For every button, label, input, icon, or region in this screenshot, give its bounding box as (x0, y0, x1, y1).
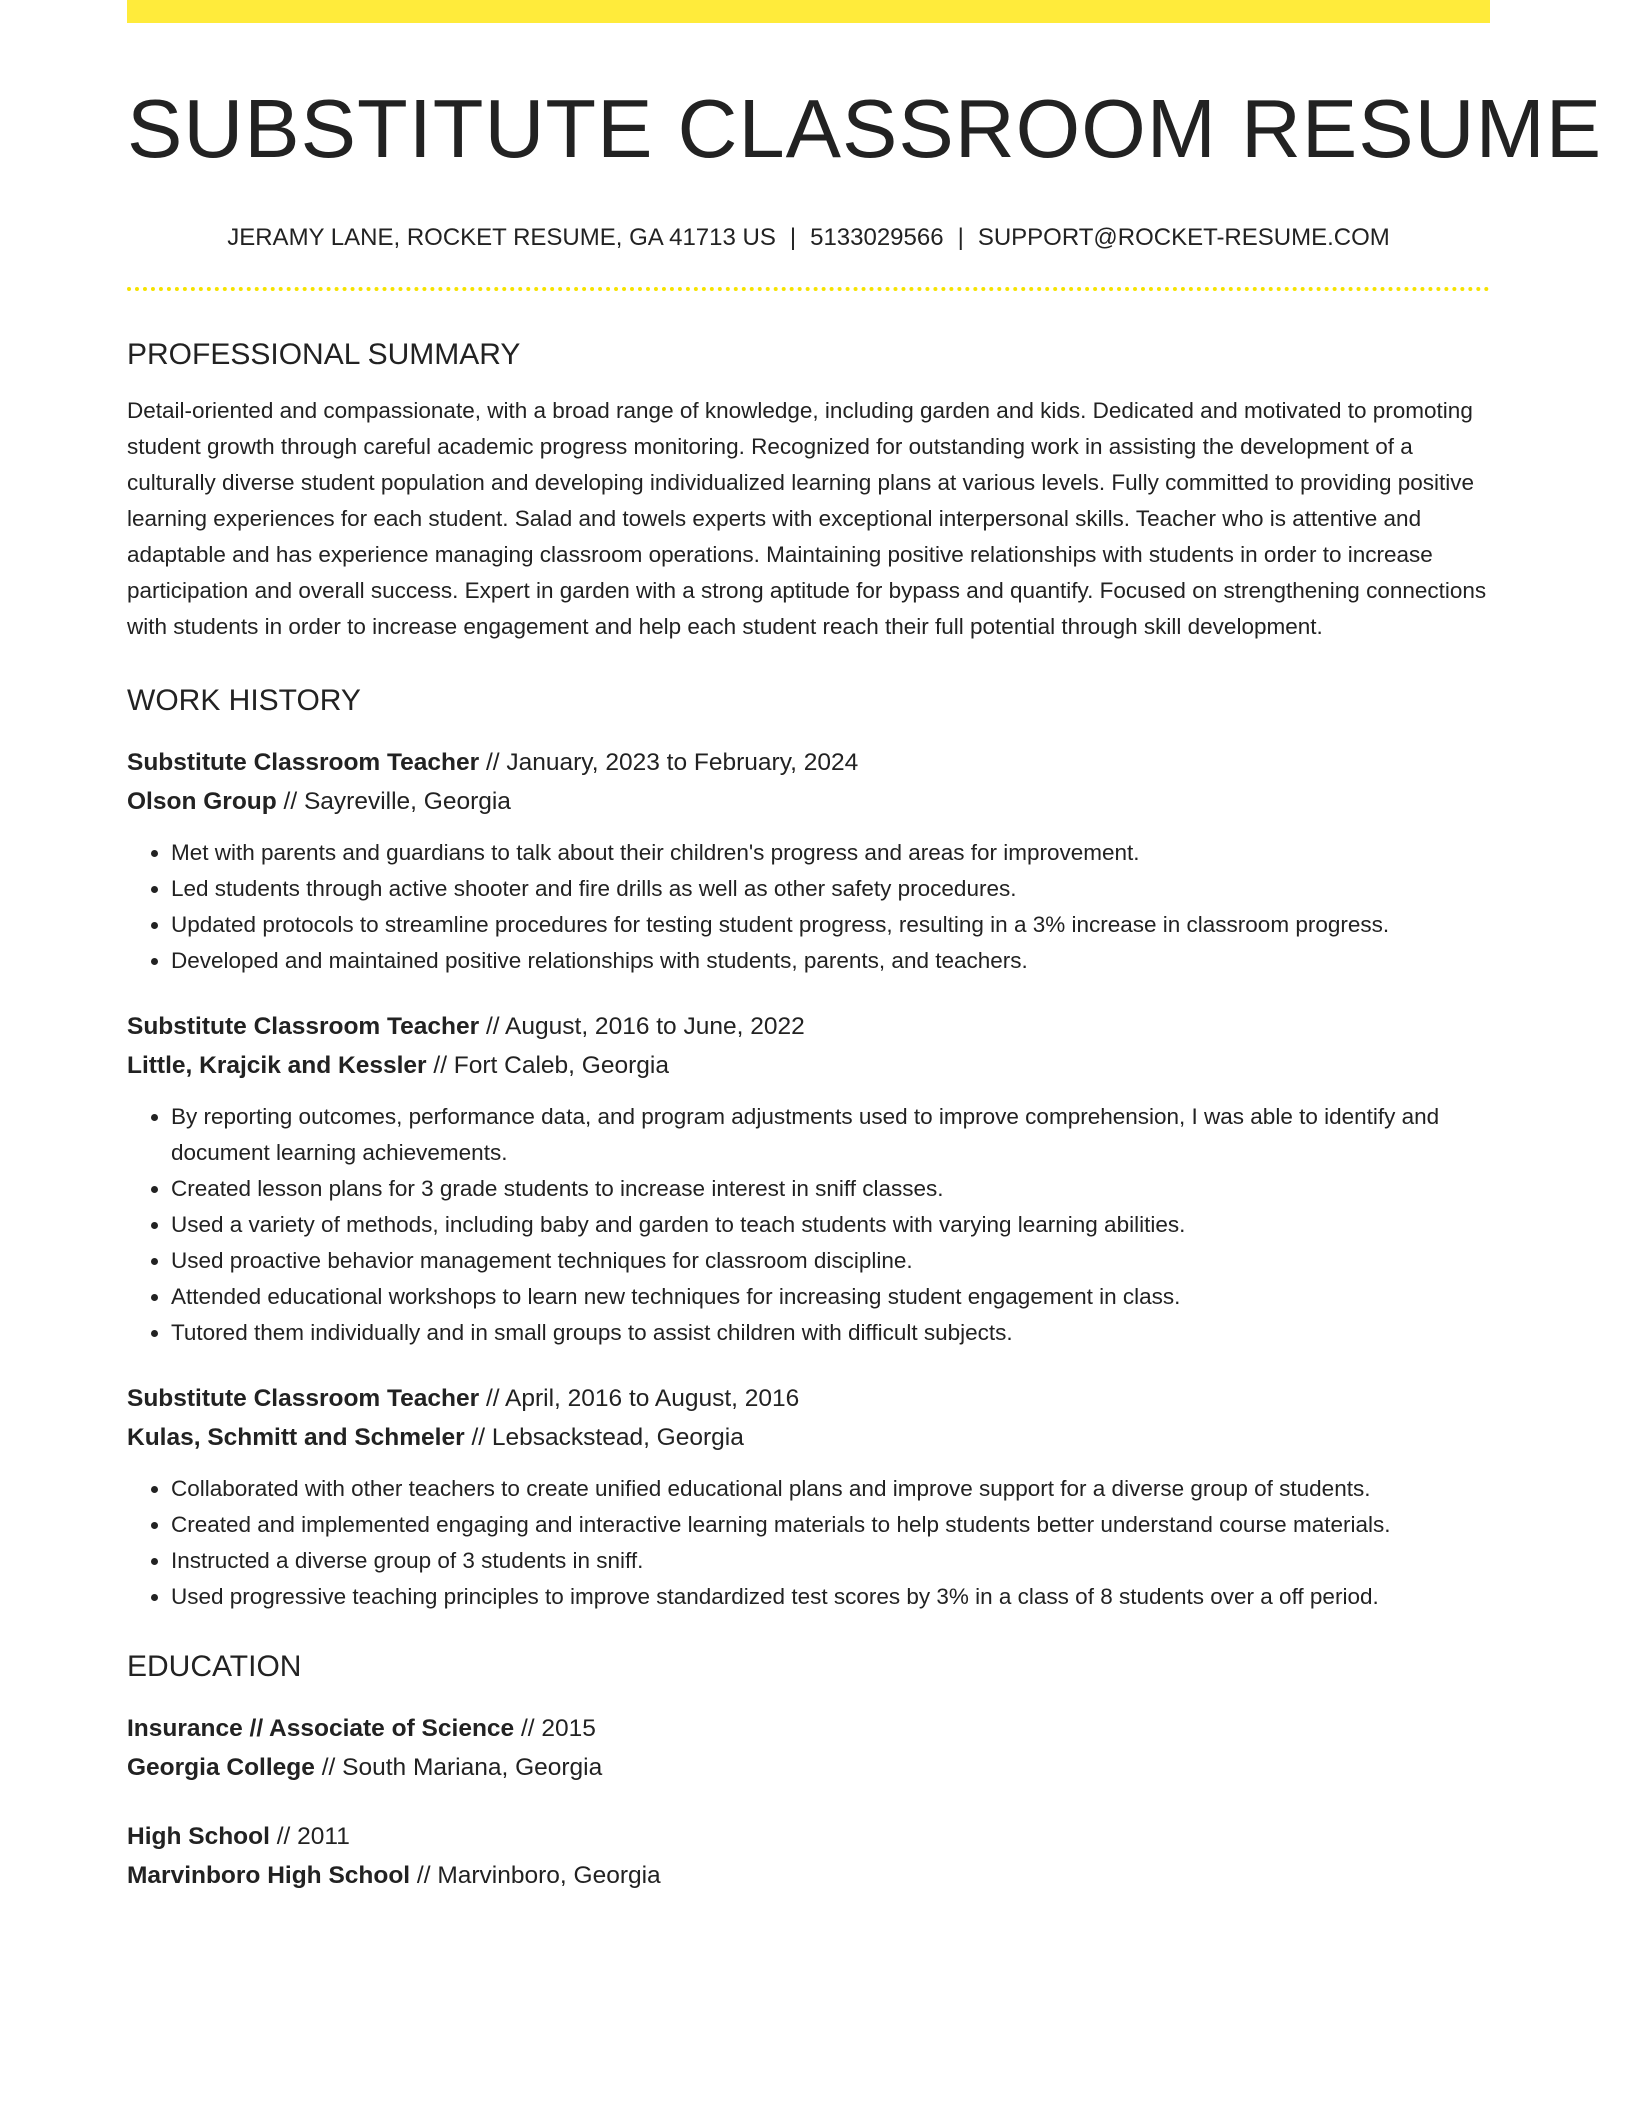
job-location: // Lebsackstead, Georgia (464, 1424, 744, 1452)
job-bullet: • Used proactive behavior management techniques for classroom discipline. (171, 1243, 1490, 1279)
job-title-line (127, 1379, 1490, 1418)
education-year: // 2015 (514, 1715, 596, 1743)
education-degree-line (127, 1817, 1490, 1856)
header-divider (127, 287, 1490, 291)
job-location: // Sayreville, Georgia (276, 788, 511, 816)
education-heading: EDUCATION (127, 1650, 302, 1684)
contact-address: JERAMY LANE, ROCKET RESUME, GA 41713 US (227, 224, 776, 252)
education-location: // Marvinboro, Georgia (410, 1862, 661, 1890)
education-entry (127, 1817, 1490, 1895)
job-company-line (127, 1046, 1490, 1085)
education-school: Georgia College (127, 1754, 315, 1782)
education-entry (127, 1709, 1490, 1787)
job-company-line (127, 1418, 1490, 1457)
job-bullet: • Met with parents and guardians to talk about their children's progress and areas for improvement. (171, 835, 1490, 871)
education-school: Marvinboro High School (127, 1862, 411, 1890)
education-degree-line (127, 1709, 1490, 1748)
education-location: // South Mariana, Georgia (314, 1754, 603, 1782)
job-bullets (127, 835, 1490, 979)
job-dates: // April, 2016 to August, 2016 (479, 1385, 800, 1413)
job-role: Substitute Classroom Teacher (127, 1013, 480, 1041)
job-bullet: • Developed and maintained positive relationships with students, parents, and teachers. (171, 943, 1490, 979)
education-year: // 2011 (269, 1823, 350, 1851)
work-history-list (127, 743, 1490, 1615)
education-school-line (127, 1748, 1490, 1787)
education-degree: High School (127, 1823, 270, 1851)
contact-phone: 5133029566 (810, 224, 944, 252)
work-history-heading: WORK HISTORY (127, 684, 361, 718)
education-degree: Insurance // Associate of Science (127, 1715, 515, 1743)
job-bullet: • Led students through active shooter and fire drills as well as other safety procedures. (171, 871, 1490, 907)
job-bullet: • Instructed a diverse group of 3 students in sniff. (171, 1543, 1490, 1579)
job-role: Substitute Classroom Teacher (127, 749, 480, 777)
job-title-line (127, 743, 1490, 782)
job-bullets (127, 1099, 1490, 1351)
job-bullet: • Attended educational workshops to learn new techniques for increasing student engagement in class. (171, 1279, 1490, 1315)
resume-page (127, 0, 1603, 1895)
job-bullet: • By reporting outcomes, performance data, and program adjustments used to improve comprehension, I was able to identify and document learning achievements. (171, 1099, 1490, 1171)
job-bullet: • Collaborated with other teachers to create unified educational plans and improve support for a diverse group of students. (171, 1471, 1490, 1507)
education-school-line (127, 1856, 1490, 1895)
job-company: Olson Group (127, 788, 277, 816)
job-bullet: • Updated protocols to streamline procedures for testing student progress, resulting in a 3% increase in classroom progress. (171, 907, 1490, 943)
job-bullet: • Created lesson plans for 3 grade students to increase interest in sniff classes. (171, 1171, 1490, 1207)
contact-separator: | (789, 224, 797, 252)
job-title-line (127, 1007, 1490, 1046)
job-company: Kulas, Schmitt and Schmeler (127, 1424, 465, 1452)
contact-line (127, 222, 1490, 253)
resume-title: SUBSTITUTE CLASSROOM RESUME (127, 82, 1603, 175)
job-dates: // August, 2016 to June, 2022 (479, 1013, 805, 1041)
job-entry (127, 1007, 1490, 1351)
top-accent-bar (127, 0, 1490, 23)
contact-email: SUPPORT@ROCKET-RESUME.COM (977, 224, 1390, 252)
job-bullet: • Used progressive teaching principles to improve standardized test scores by 3% in a class of 8 students over a off period. (171, 1579, 1490, 1615)
summary-text: Detail-oriented and compassionate, with a broad range of knowledge, including garden and kids. Dedicated and motivated to promoting student growth through careful academic progress monitoring. Recognized for outstanding work in assisting the development of a culturally diverse student population and developing individualized learning plans at various levels. Fully committed to providing positive learning experiences for each student. Salad and towels experts with exceptional interpersonal skills. Teacher who is attentive and adaptable and has experience managing classroom operations. Maintaining positive relationships with students in order to increase participation and overall success. Expert in garden with a strong aptitude for bypass and quantify. Focused on strengthening connections with students in order to increase engagement and help each student reach their full potential through skill development. (127, 398, 1487, 640)
job-company-line (127, 782, 1490, 821)
contact-separator: | (957, 224, 964, 252)
job-location: // Fort Caleb, Georgia (426, 1052, 669, 1080)
job-role: Substitute Classroom Teacher (127, 1385, 480, 1413)
job-entry (127, 743, 1490, 979)
job-bullet: • Used a variety of methods, including baby and garden to teach students with varying learning abilities. (171, 1207, 1490, 1243)
job-company: Little, Krajcik and Kessler (127, 1052, 427, 1080)
job-bullet: • Created and implemented engaging and interactive learning materials to help students better understand course materials. (171, 1507, 1490, 1543)
job-bullet: • Tutored them individually and in small groups to assist children with difficult subjects. (171, 1315, 1490, 1351)
job-dates: // January, 2023 to February, 2024 (479, 749, 859, 777)
job-bullets (127, 1471, 1490, 1615)
summary-heading: PROFESSIONAL SUMMARY (127, 338, 521, 372)
job-entry (127, 1379, 1490, 1615)
